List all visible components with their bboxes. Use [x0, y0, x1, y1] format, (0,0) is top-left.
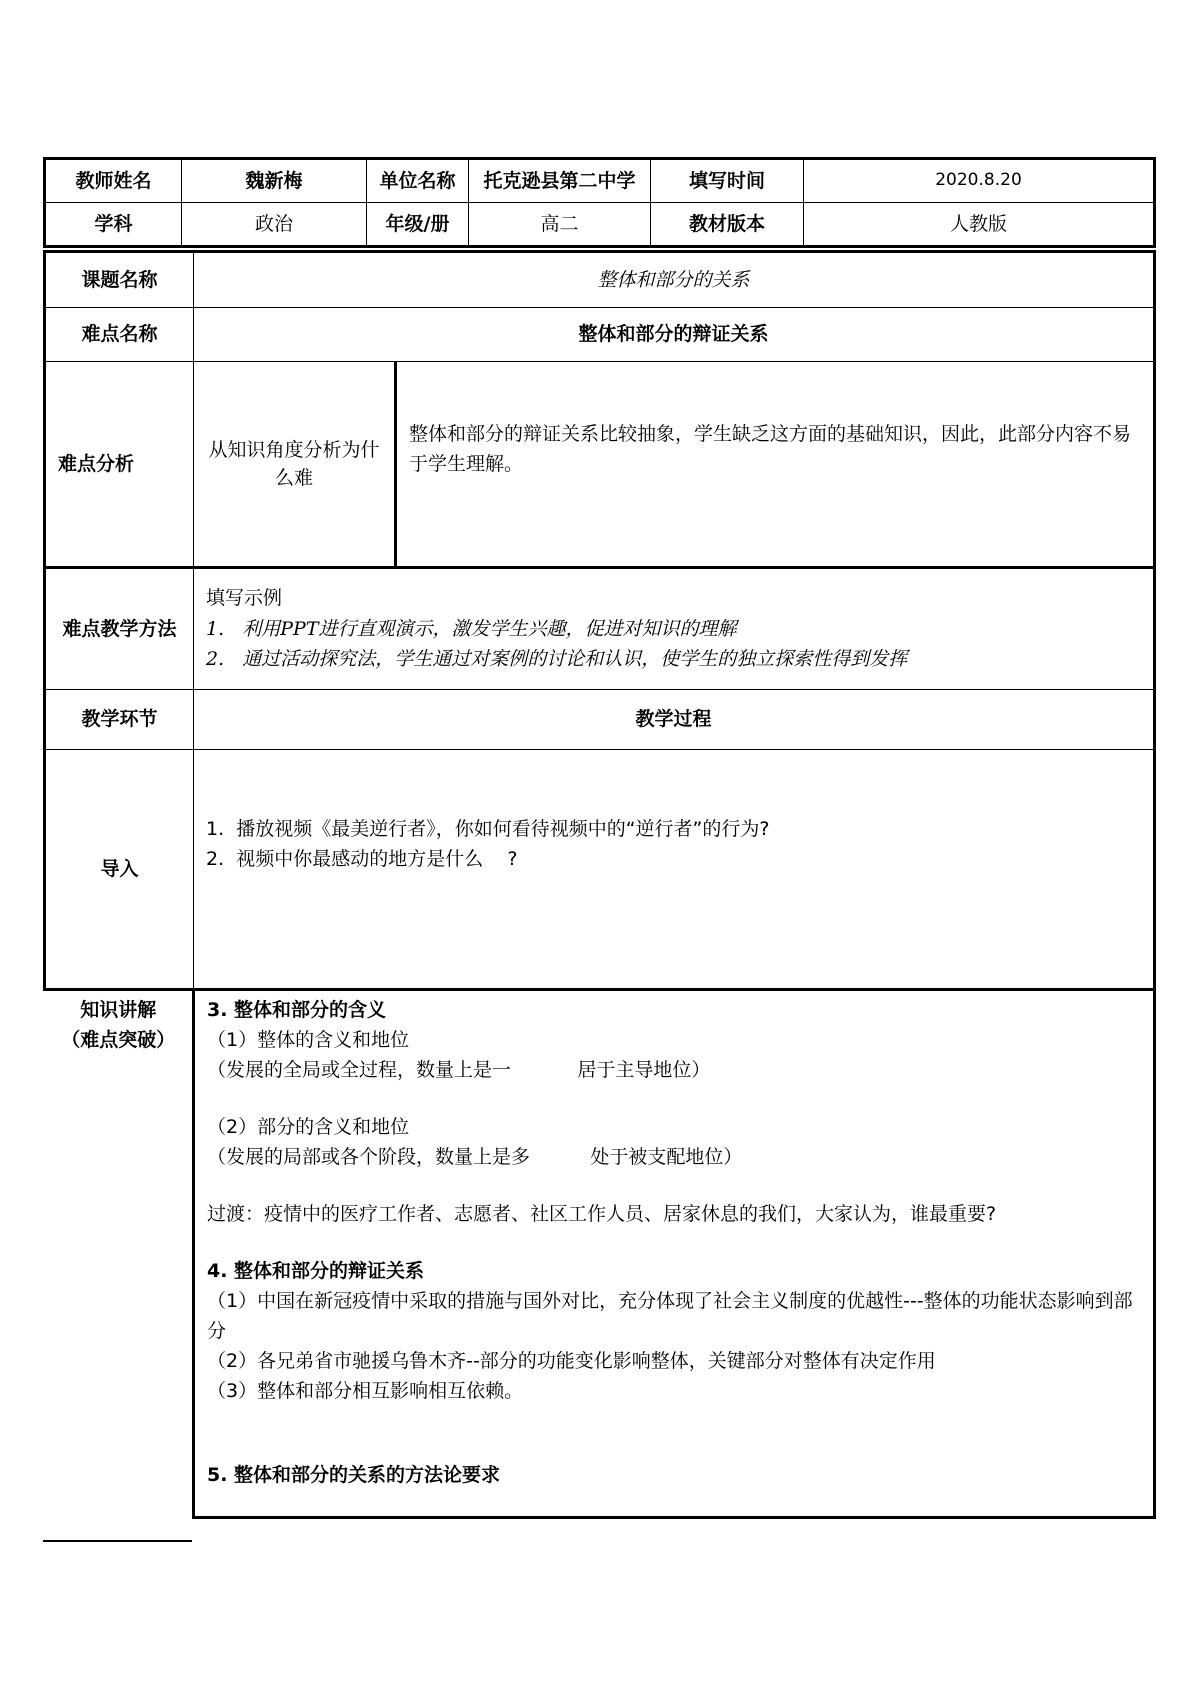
unit-value: 托克逊县第二中学 [469, 159, 651, 203]
process-value: 教学过程 [194, 690, 1155, 750]
section-3-p3: （2）部分的含义和地位 [207, 1116, 410, 1139]
intro-label: 导入 [45, 750, 194, 990]
difficulty-label: 难点名称 [45, 308, 194, 362]
analysis-label: 难点分析 [45, 362, 194, 568]
knowledge-label-line2: （难点突破） [61, 1029, 176, 1052]
grade-value: 高二 [469, 203, 651, 247]
teacher-label: 教师姓名 [45, 159, 182, 203]
section-3-p4: （发展的局部或各个阶段，数量上是多 处于被支配地位） [207, 1146, 743, 1169]
topic-label: 课题名称 [45, 252, 194, 308]
transition-text: 过渡：疫情中的医疗工作者、志愿者、社区工作人员、居家休息的我们，大家认为，谁最重要? [207, 1203, 997, 1226]
bottom-rule [43, 1540, 192, 1542]
section-5-heading: 5. 整体和部分的关系的方法论要求 [207, 1464, 501, 1487]
section-3-p1: （1）整体的含义和地位 [207, 1029, 410, 1052]
section-4-p3: （3）整体和部分相互影响相互依赖。 [207, 1380, 524, 1403]
analysis-text: 整体和部分的辩证关系比较抽象，学生缺乏这方面的基础知识，因此，此部分内容不易于学生理解。 [396, 362, 1155, 568]
intro-item-2: 2. 视频中你最感动的地方是什么 ? [206, 848, 518, 870]
method-item-2: 2. 通过活动探究法，学生通过对案例的讨论和认识，使学生的独立探索性得到发挥 [206, 648, 908, 671]
method-example: 填写示例 [206, 587, 283, 610]
method-item-1: 1. 利用PPT进行直观演示，激发学生兴趣，促进对知识的理解 [206, 617, 737, 640]
difficulty-value: 整体和部分的辩证关系 [194, 308, 1155, 362]
intro-block [194, 750, 1155, 990]
section-4-heading: 4. 整体和部分的辩证关系 [207, 1260, 425, 1283]
unit-label: 单位名称 [367, 159, 469, 203]
section-4-p2: （2）各兄弟省市驰援乌鲁木齐--部分的功能变化影响整体，关键部分对整体有决定作用 [207, 1350, 936, 1373]
lesson-plan-sheet [43, 157, 1153, 1519]
topic-value: 整体和部分的关系 [194, 252, 1155, 308]
process-label: 教学环节 [45, 690, 194, 750]
edition-value: 人教版 [804, 203, 1155, 247]
teacher-value: 魏新梅 [182, 159, 367, 203]
method-label: 难点教学方法 [45, 568, 194, 690]
header-table [43, 157, 1156, 248]
subject-label: 学科 [45, 203, 182, 247]
intro-item-1: 1. 播放视频《最美逆行者》，你如何看待视频中的“逆行者”的行为? [206, 817, 770, 840]
knowledge-block [194, 990, 1155, 1518]
date-label: 填写时间 [651, 159, 804, 203]
analysis-sublabel: 从知识角度分析为什么难 [194, 362, 396, 568]
knowledge-label-line1: 知识讲解 [80, 999, 157, 1021]
section-3-p2: （发展的全局或全过程，数量上是一 居于主导地位） [207, 1059, 711, 1082]
main-table [43, 250, 1156, 1519]
date-value: 2020.8.20 [804, 159, 1155, 203]
grade-label: 年级/册 [367, 203, 469, 247]
method-block [194, 568, 1155, 690]
subject-value: 政治 [182, 203, 367, 247]
section-4-p1: （1）中国在新冠疫情中采取的措施与国外对比，充分体现了社会主义制度的优越性---整体的功能状态影响到部分 [207, 1290, 1133, 1343]
edition-label: 教材版本 [651, 203, 804, 247]
section-3-heading: 3. 整体和部分的含义 [207, 999, 387, 1021]
knowledge-label [45, 990, 194, 1518]
